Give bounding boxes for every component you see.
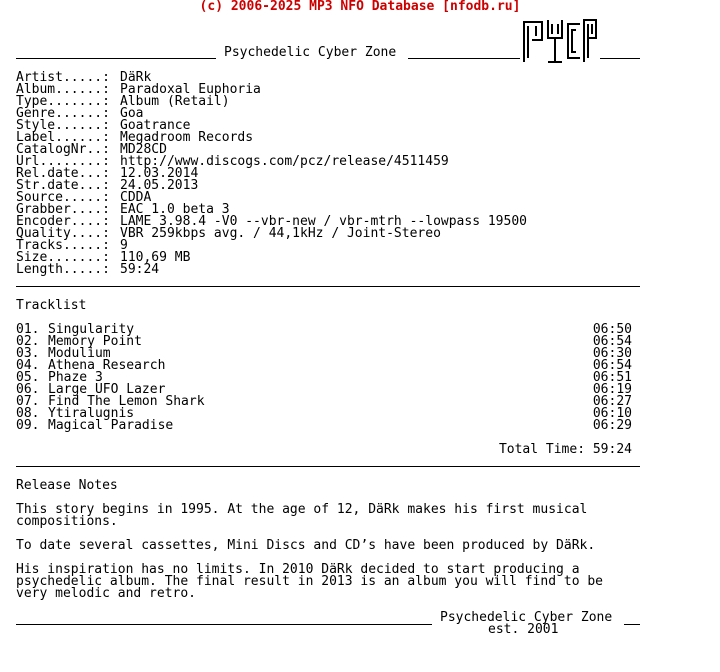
track-duration: 06:10 — [592, 406, 632, 421]
divider — [16, 466, 640, 467]
track-title: Ytiralugnis — [48, 406, 135, 421]
track-title: Find The Lemon Shark — [48, 394, 205, 409]
track-number: 07. — [16, 394, 40, 409]
field-key: Str.date...: — [16, 178, 110, 193]
track-title: Modulium — [48, 346, 111, 361]
field-value: 59:24 — [120, 262, 160, 277]
track-number: 08. — [16, 406, 40, 421]
field-key: Label......: — [16, 130, 110, 145]
field-key: Tracks.....: — [16, 238, 110, 253]
field-value: CDDA — [120, 190, 152, 205]
track-duration: 06:27 — [592, 394, 632, 409]
field-key: Artist.....: — [16, 70, 110, 85]
track-title: Large UFO Lazer — [48, 382, 166, 397]
notes-line: compositions. — [16, 514, 118, 529]
track-row — [16, 360, 632, 372]
field-value: 24.05.2013 — [120, 178, 199, 193]
divider — [16, 624, 432, 625]
field-value: 9 — [120, 238, 128, 253]
pcz-logo-icon — [522, 18, 598, 64]
field-value: Megadroom Records — [120, 130, 254, 145]
tracklist-title: Tracklist — [16, 298, 87, 313]
track-row — [16, 420, 632, 432]
field-key: CatalogNr..: — [16, 142, 110, 157]
track-number: 09. — [16, 418, 40, 433]
track-title: Singularity — [48, 322, 135, 337]
divider — [16, 286, 640, 287]
field-value: Album (Retail) — [120, 94, 230, 109]
footer — [16, 612, 640, 638]
release-info — [16, 72, 527, 276]
field-key: Encoder....: — [16, 214, 110, 229]
field-key: Genre......: — [16, 106, 110, 121]
track-number: 06. — [16, 382, 40, 397]
field-key: Rel.date...: — [16, 166, 110, 181]
field-value: EAC 1.0 beta 3 — [120, 202, 230, 217]
notes-paragraph — [16, 540, 636, 552]
track-number: 02. — [16, 334, 40, 349]
release-notes-title: Release Notes — [16, 478, 118, 493]
notes-line: To date several cassettes, Mini Discs and CD’s have been produced by DäRk. — [16, 538, 596, 553]
tracklist — [16, 324, 632, 432]
field-value: LAME 3.98.4 -V0 --vbr-new / vbr-mtrh --lowpass 19500 — [120, 214, 527, 229]
field-key: Size.......: — [16, 250, 110, 265]
field-value: DäRk — [120, 70, 152, 85]
divider — [408, 58, 520, 59]
field-key: Source.....: — [16, 190, 110, 205]
track-duration: 06:54 — [592, 334, 632, 349]
track-number: 01. — [16, 322, 40, 337]
notes-line: psychedelic album. The final result in 2013 is an album you will find to be — [16, 574, 603, 589]
field-value: Goatrance — [120, 118, 191, 133]
field-value: 12.03.2014 — [120, 166, 199, 181]
field-value: 110,69 MB — [120, 250, 191, 265]
footer-group-name: Psychedelic Cyber Zone — [440, 610, 613, 625]
notes-line: His inspiration has no limits. In 2010 DäRk decided to start producing a — [16, 562, 580, 577]
notes-paragraph — [16, 504, 636, 528]
field-key: Url........: — [16, 154, 110, 169]
field-key: Style......: — [16, 118, 110, 133]
total-time: Total Time: 59:24 — [498, 442, 632, 457]
track-duration: 06:30 — [592, 346, 632, 361]
field-row — [16, 264, 527, 276]
track-duration: 06:29 — [592, 418, 632, 433]
notes-line: very melodic and retro. — [16, 586, 197, 601]
field-key: Album......: — [16, 82, 110, 97]
notes-paragraph — [16, 564, 636, 600]
track-number: 05. — [16, 370, 40, 385]
field-key: Length.....: — [16, 262, 110, 277]
track-duration: 06:51 — [592, 370, 632, 385]
track-title: Memory Point — [48, 334, 142, 349]
divider — [600, 58, 640, 59]
track-duration: 06:50 — [592, 322, 632, 337]
site-header: (c) 2006-2025 MP3 NFO Database [nfodb.ru] — [199, 0, 521, 14]
track-duration: 06:54 — [592, 358, 632, 373]
track-title: Phaze 3 — [48, 370, 103, 385]
field-value: VBR 259kbps avg. / 44,1kHz / Joint-Stereo — [120, 226, 441, 241]
url-value: http://www.discogs.com/pcz/release/4511459 — [120, 154, 449, 169]
field-key: Type.......: — [16, 94, 110, 109]
track-title: Athena Research — [48, 358, 166, 373]
track-number: 03. — [16, 346, 40, 361]
footer-established: est. 2001 — [488, 622, 559, 637]
group-name: Psychedelic Cyber Zone — [224, 45, 397, 60]
field-key: Quality....: — [16, 226, 110, 241]
notes-line: This story begins in 1995. At the age of 12, DäRk makes his first musical — [16, 502, 588, 517]
field-key: Grabber....: — [16, 202, 110, 217]
field-value: Goa — [120, 106, 144, 121]
divider — [16, 58, 216, 59]
track-number: 04. — [16, 358, 40, 373]
field-value: MD28CD — [120, 142, 167, 157]
field-value: Paradoxal Euphoria — [120, 82, 261, 97]
track-title: Magical Paradise — [48, 418, 174, 433]
track-duration: 06:19 — [592, 382, 632, 397]
divider — [624, 624, 640, 625]
